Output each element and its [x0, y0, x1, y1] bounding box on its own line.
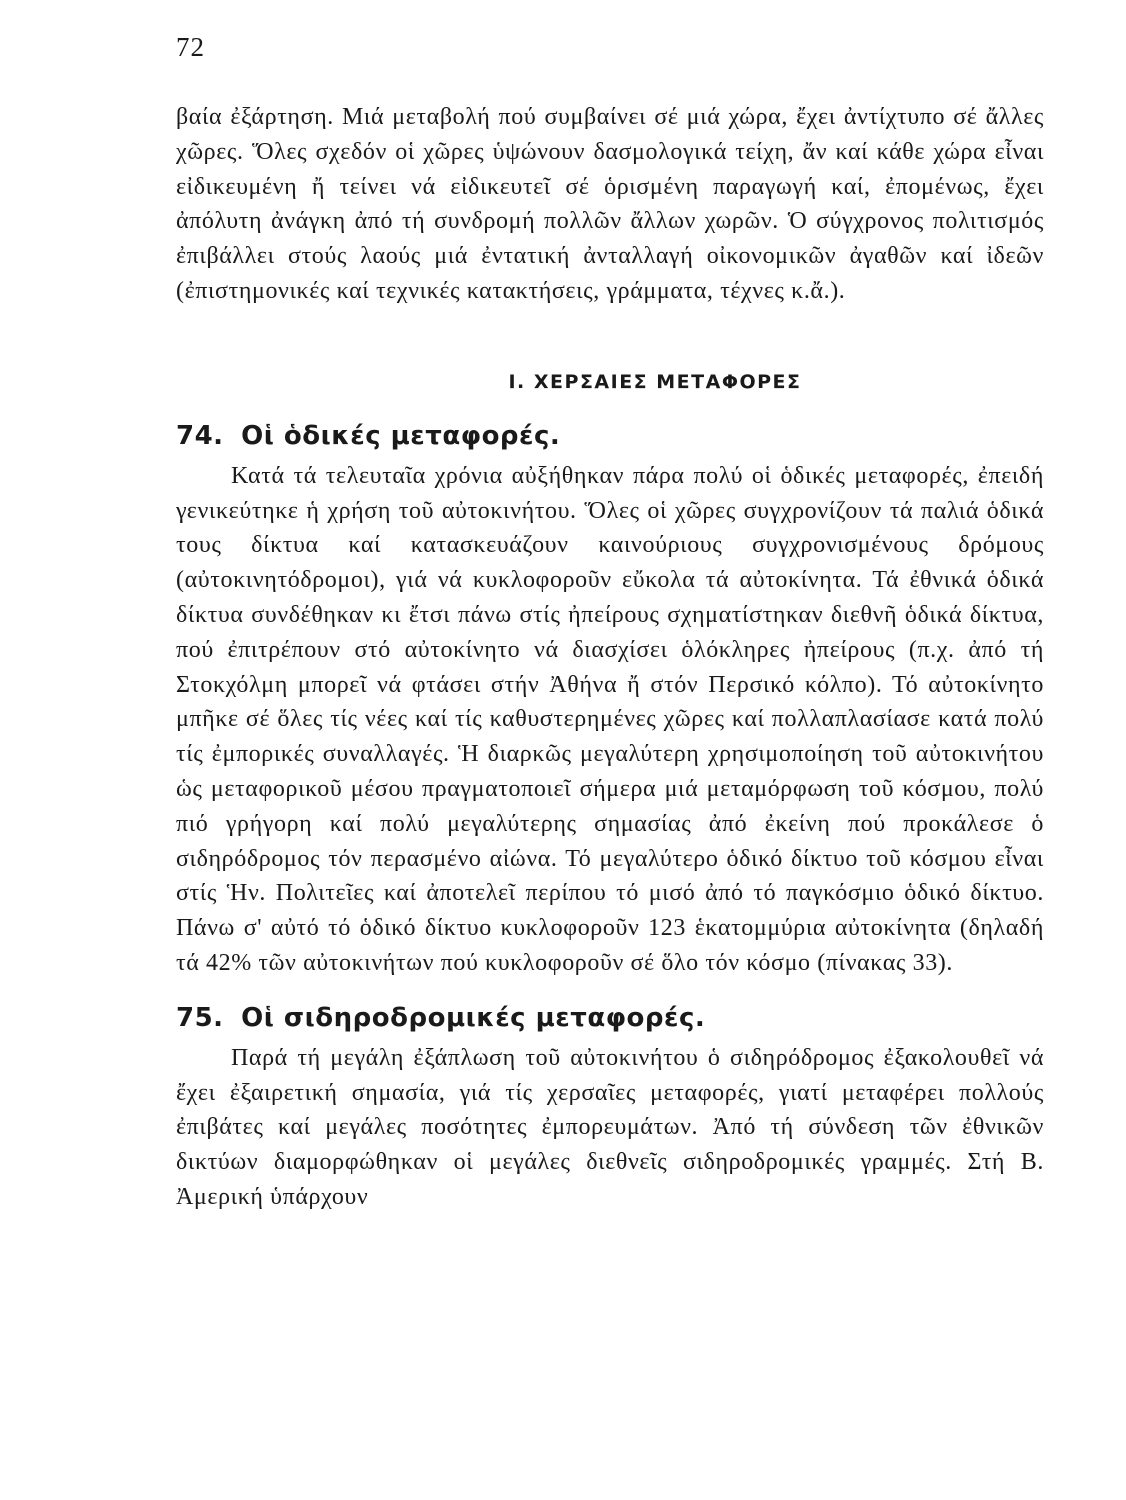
subsection-75-title: Οἱ σιδηροδρομικές μεταφορές. [241, 1002, 706, 1033]
page-content [176, 100, 1044, 1215]
intro-paragraph: βαία ἐξάρτηση. Μιά μεταβολή πού συμβαίνει σέ μιά χώρα, ἔχει ἀντίχτυπο σέ ἄλλες χῶρες. Ὅλες σχεδόν οἱ χῶρες ὑψώνουν δασμολογικά τείχη, ἄν καί κάθε χώρα εἶναι εἰδικευμένη ἤ τείνει νά εἰδικευτεῖ σέ ὁρισμένη παραγωγή καί, ἐπομένως, ἔχει ἀπόλυτη ἀνάγκη ἀπό τή συνδρομή πολλῶν ἄλλων χωρῶν. Ὁ σύγχρονος πολιτισμός ἐπιβάλλει στούς λαούς μιά ἐντατική ἀνταλλαγή οἰκονομικῶν ἀγαθῶν καί ἰδεῶν (ἐπιστημονικές καί τεχνικές κατακτήσεις, γράμματα, τέχνες κ.ἄ.). [176, 104, 1044, 304]
subsection-74-title: Οἱ ὁδικές μεταφορές. [241, 420, 561, 451]
subsection-75-paragraph: Παρά τή μεγάλη ἐξάπλωση τοῦ αὐτοκινήτου ὁ σιδηρόδρομος ἐξακολουθεῖ νά ἔχει ἐξαιρετική σημασία, γιά τίς χερσαῖες μεταφορές, γιατί μεταφέρει πολλούς ἐπιβάτες καί μεγάλες ποσότητες ἐμπορευμάτων. Ἀπό τή σύνδεση τῶν ἐθνικῶν δικτύων διαμορφώθηκαν οἱ μεγάλες διεθνεῖς σιδηροδρομικές γραμμές. Στή Β. Ἀμερική ὑπάρχουν [176, 1044, 1044, 1210]
subsection-75-number: 75. [176, 1002, 224, 1033]
section-heading: Ι. ΧΕΡΣΑΙΕΣ ΜΕΤΑΦΟΡΕΣ [508, 370, 802, 393]
subsection-74-paragraph: Κατά τά τελευταῖα χρόνια αὐξήθηκαν πάρα πολύ οἱ ὁδικές μεταφορές, ἐπειδή γενικεύτηκε ἡ χρήση τοῦ αὐτοκινήτου. Ὅλες οἱ χῶρες συγχρονίζουν τά παλιά ὁδικά τους δίκτυα καί κατασκευάζουν καινούριους συγχρονισμένους δρόμους (αὐτοκινητόδρομοι), γιά νά κυκλοφοροῦν εὔκολα τά αὐτοκίνητα. Τά ἐθνικά ὁδικά δίκτυα συνδέθηκαν κι ἔτσι πάνω στίς ἠπείρους σχηματίστηκαν διεθνῆ ὁδικά δίκτυα, πού ἐπιτρέπουν στό αὐτοκίνητο νά διασχίσει ὁλόκληρες ἠπείρους (π.χ. ἀπό τή Στοκχόλμη μπορεῖ νά φτάσει στήν Ἀθήνα ἤ στόν Περσικό κόλπο). Τό αὐτοκίνητο μπῆκε σέ ὅλες τίς νέες καί τίς καθυστερημένες χῶρες καί πολλαπλασίασε κατά πολύ τίς ἐμπορικές συναλλαγές. Ἡ διαρκῶς μεγαλύτερη χρησιμοποίηση τοῦ αὐτοκινήτου ὡς μεταφορικοῦ μέσου πραγματοποιεῖ σήμερα μιά μεταμόρφωση τοῦ κόσμου, πολύ πιό γρήγορη καί πολύ μεγαλύτερης σημασίας ἀπό ἐκείνη πού προκάλεσε ὁ σιδηρόδρομος τόν περασμένο αἰώνα. Τό μεγαλύτερο ὁδικό δίκτυο τοῦ κόσμου εἶναι στίς Ἡν. Πολιτεῖες καί ἀποτελεῖ περίπου τό μισό ἀπό τό παγκόσμιο ὁδικό δίκτυο. Πάνω σ' αὐτό τό ὁδικό δίκτυο κυκλοφοροῦν 123 ἑκατομμύρια αὐτοκίνητα (δηλαδή τά 42% τῶν αὐτοκινήτων πού κυκλοφοροῦν σέ ὅλο τόν κόσμο (πίνακας 33). [176, 462, 1044, 976]
subsection-74-number: 74. [176, 420, 224, 451]
subsection-74-heading [176, 421, 1044, 451]
subsection-75-heading [176, 1003, 1044, 1033]
page-number: 72 [176, 32, 205, 62]
